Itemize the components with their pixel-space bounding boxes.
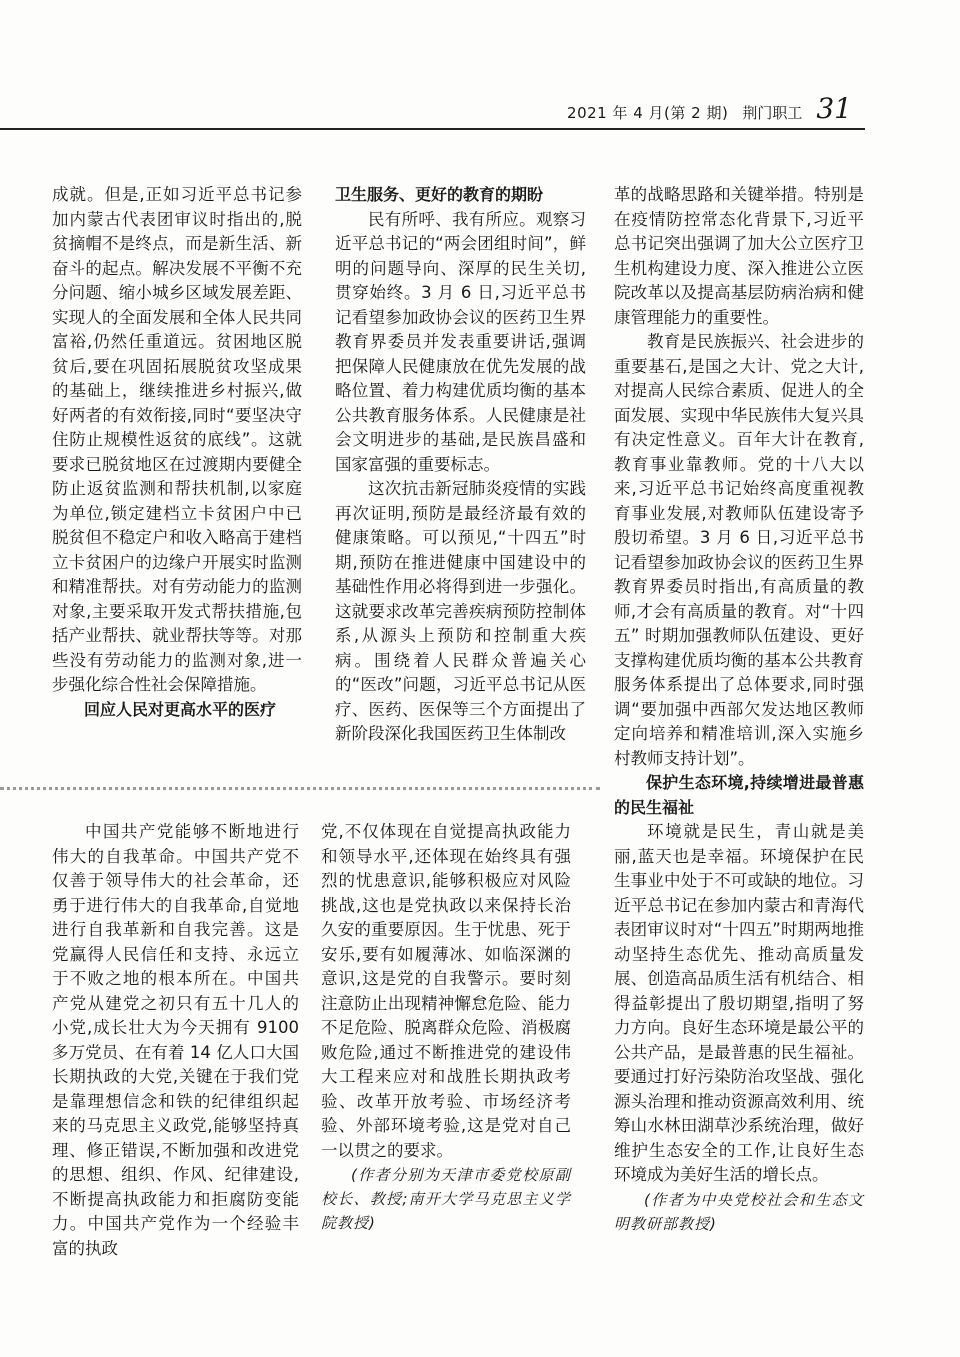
article-separator [0, 787, 600, 790]
author-note: (作者为中央党校社会和生态文明教研部教授) [614, 1190, 864, 1233]
body-paragraph: 党,不仅体现在自觉提高执政能力和领导水平,还体现在始终具有强烈的忧患意识,能够积极应对风险挑战,这也是党执政以来保持长治久安的重要原因。生于忧患、死于安乐,要有如履薄冰、如临深渊的意识,这是党的自我警示。要时刻注意防止出现精神懈怠危险、能力不足危险、脱离群众危险、消极腐败危险,通过不断推进党的建设伟大工程来应对和战胜长期执政考验、改革开放考验、市场经济考验、外部环境考验,这是党对自己一以贯之的要求。 [321, 822, 571, 1160]
bottom-article-column-1 [52, 820, 299, 1261]
issue-date: 2021 年 4 月(第 2 期) [567, 104, 729, 122]
header-rule [0, 128, 865, 130]
body-paragraph: 这次抗击新冠肺炎疫情的实践再次证明,预防是最经济最有效的健康策略。可以预见,“十四五”时期,预防在推进健康中国建设中的基础性作用必将得到进一步强化。这就要求改革完善疾病预防控制体系,从源头上预防和控制重大疾病。围绕着人民群众普遍关心的“医改”问题，习近平总书记从医疗、医药、医保等三个方面提出了新阶段深化我国医药卫生体制改 [335, 479, 586, 743]
body-paragraph: 教育是民族振兴、社会进步的重要基石,是国之大计、党之大计,对提高人民综合素质、促进人的全面发展、实现中华民族伟大复兴具有决定性意义。百年大计在教育,教育事业靠教师。党的十八大以来,习近平总书记始终高度重视教育事业发展,对教师队伍建设寄予殷切希望。3 月 6 日,习近平总书记看望参加政协会议的医药卫生界教育界委员时指出,有高质量的教师,才会有高质量的教育。对“十四五” 时期加强教师队伍建设、更好支撑构建优质均衡的基本公共教育服务体系提出了总体要求,同时强调“要加强中西部欠发达地区教师定向培养和精准培训,深入实施乡村教师支持计划”。 [614, 332, 864, 768]
section-heading-continued: 卫生服务、更好的教育的期盼 [335, 185, 544, 204]
body-paragraph: 革的战略思路和关键举措。特别是在疫情防控常态化背景下,习近平总书记突出强调了加大公立医疗卫生机构建设力度、深入推进公立医院改革以及提高基层防病治病和健康管理能力的重要性。 [614, 185, 864, 327]
top-article-column-3 [614, 183, 864, 1236]
section-heading: 保护生态环境,持续增进最普惠的民生福祉 [614, 773, 864, 817]
page-number: 31 [816, 92, 852, 125]
publication-name: 荆门职工 [742, 104, 803, 122]
body-paragraph: 成就。但是,正如习近平总书记参加内蒙古代表团审议时指出的,脱贫摘帽不是终点，而是新生活、新奋斗的起点。解决发展不平衡不充分问题、缩小城乡区域发展差距、实现人的全面发展和全体人民共同富裕,仍然任重道远。贫困地区脱贫后,要在巩固拓展脱贫攻坚成果的基础上，继续推进乡村振兴,做好两者的有效衔接,同时“要坚决守住防止规模性返贫的底线”。这就要求已脱贫地区在过渡期内要健全防止返贫监测和帮扶机制,以家庭为单位,锁定建档立卡贫困户中已脱贫但不稳定户和收入略高于建档立卡贫困户的边缘户开展实时监测和精准帮扶。对有劳动能力的监测对象,主要采取开发式帮扶措施,包括产业帮扶、就业帮扶等等。对那些没有劳动能力的监测对象,进一步强化综合性社会保障措施。 [52, 185, 302, 694]
body-paragraph: 环境就是民生，青山就是美丽,蓝天也是幸福。环境保护在民生事业中处于不可或缺的地位。习近平总书记在参加内蒙古和青海代表团审议时对“十四五”时期两地推动坚持生态优先、推动高质量发展、创造高品质生活有机结合、相得益彰提出了殷切期望,指明了努力方向。良好生态环境是最公平的公共产品，是最普惠的民生福祉。要通过打好污染防治攻坚战、强化源头治理和推动资源高效利用、统筹山水林田湖草沙系统治理，做好维护生态安全的工作,让良好生态环境成为美好生活的增长点。 [614, 822, 864, 1184]
section-heading: 回应人民对更高水平的医疗 [84, 699, 277, 719]
bottom-article-column-2 [321, 820, 571, 1235]
body-paragraph: 中国共产党能够不断地进行伟大的自我革命。中国共产党不仅善于领导伟大的社会革命，还勇于进行伟大的自我革命,自觉地进行自我革新和自我完善。这是党赢得人民信任和支持、永远立于不败之地的根本所在。中国共产党从建党之初只有五十几人的小党,成长壮大为今天拥有 9100 多万党员、在有着 14 亿人口大国长期执政的大党,关键在于我们党是靠理想信念和铁的纪律组织起来的马克思主义政党,能够坚持真理、修正错误,不断加强和改进党的思想、组织、作风、纪律建设,不断提高执政能力和拒腐防变能力。中国共产党作为一个经验丰富的执政 [52, 822, 299, 1258]
author-note: (作者分别为天津市委党校原副校长、教授;南开大学马克思主义学院教授) [321, 1166, 571, 1232]
top-article-column-1 [52, 183, 302, 722]
page-header [567, 92, 852, 125]
body-paragraph: 民有所呼、我有所应。观察习近平总书记的“两会团组时间”，鲜明的问题导向、深厚的民生关切,贯穿始终。3 月 6 日,习近平总书记看望参加政协会议的医药卫生界教育界委员并发表重要讲话,强调把保障人民健康放在优先发展的战略位置、着力构建优质均衡的基本公共教育服务体系。人民健康是社会文明进步的基础,是民族昌盛和国家富强的重要标志。 [335, 209, 586, 474]
top-article-column-2 [335, 183, 586, 747]
